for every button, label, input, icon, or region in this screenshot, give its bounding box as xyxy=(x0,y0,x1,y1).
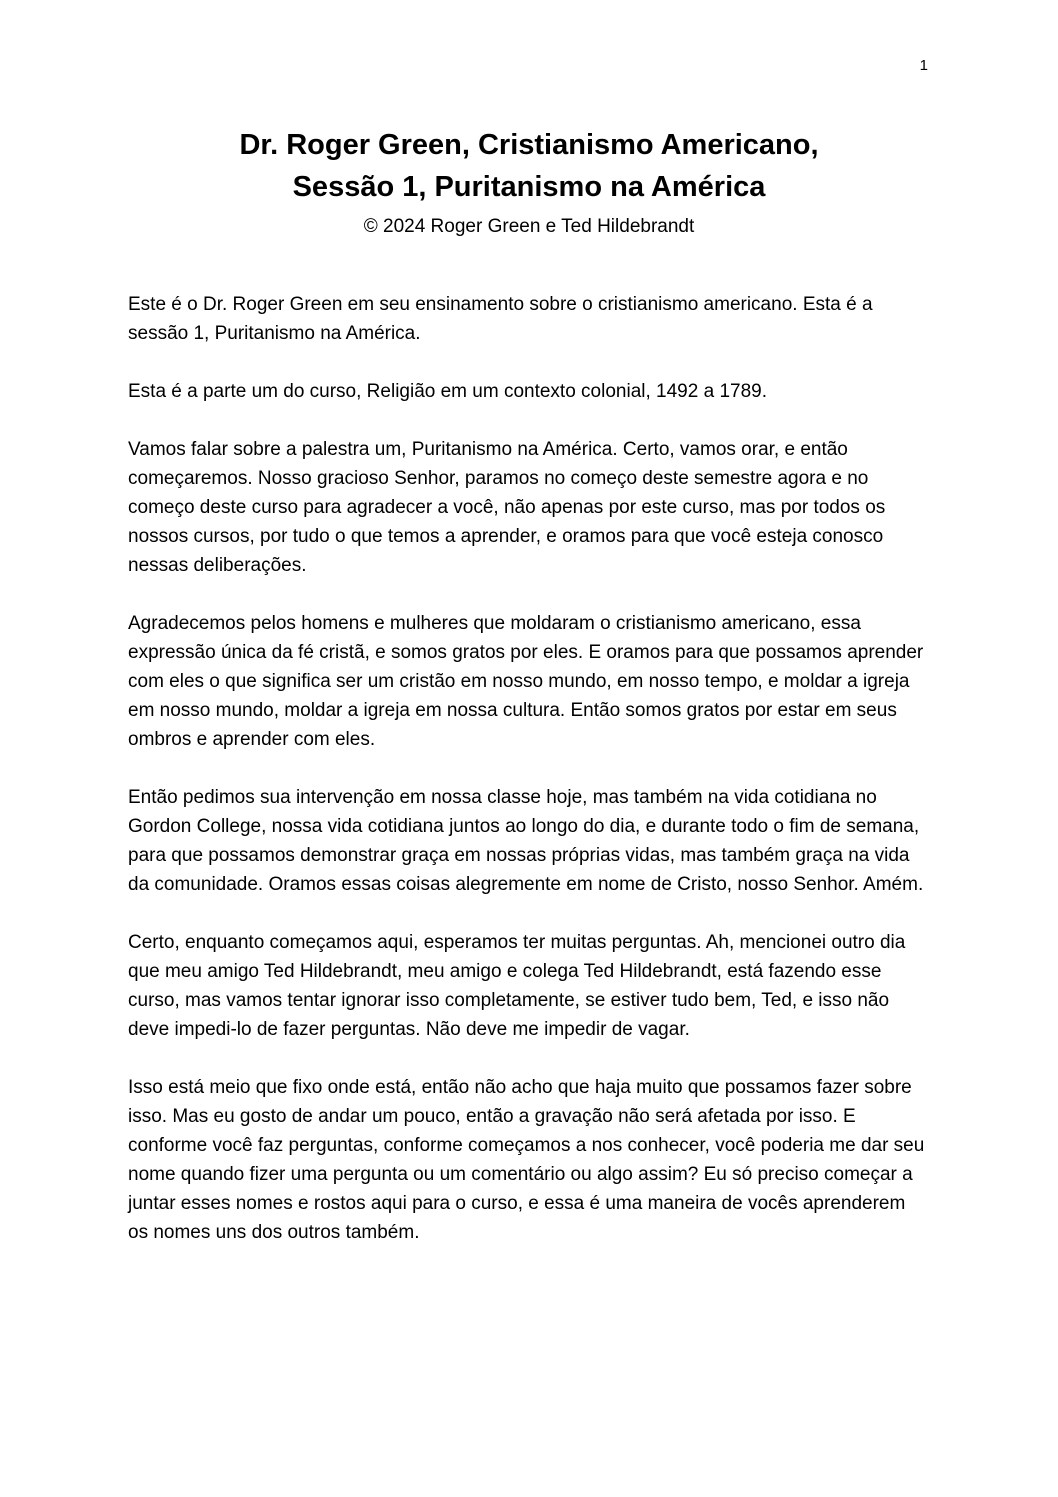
paragraph-thanksgiving: Agradecemos pelos homens e mulheres que moldaram o cristianismo americano, essa expressão única da fé cristã, e somos gratos por eles. E oramos para que possamos aprender com eles o que significa ser um cristão em nosso mundo, em nosso tempo, e moldar a igreja em nosso mundo, moldar a igreja em nossa cultura. Então somos gratos por estar em seus ombros e aprender com eles. xyxy=(128,612,924,750)
title-line-1: Dr. Roger Green, Cristianismo Americano, xyxy=(239,129,819,161)
document-body xyxy=(128,290,930,1247)
paragraph-opening-prayer: Vamos falar sobre a palestra um, Puritanismo na América. Certo, vamos orar, e então começaremos. Nosso gracioso Senhor, paramos no começo deste semestre agora e no começo deste curso para agradecer a você, não apenas por este curso, mas por todos os nossos cursos, por tudo o que temos a aprender, e oramos para que você esteja conosco nessas deliberações. xyxy=(128,438,886,576)
paragraph-intercession: Então pedimos sua intervenção em nossa classe hoje, mas também na vida cotidiana no Gordon College, nossa vida cotidiana juntos ao longo do dia, e durante todo o fim de semana, para que possamos demonstrar graça em nossas próprias vidas, mas também graça na vida da comunidade. Oramos essas coisas alegremente em nome de Cristo, nosso Senhor. Amém. xyxy=(128,786,924,895)
title-line-2: Sessão 1, Puritanismo na América xyxy=(292,171,766,204)
paragraph-course-part: Esta é a parte um do curso, Religião em um contexto colonial, 1492 a 1789. xyxy=(128,380,767,402)
page-number: 1 xyxy=(919,57,928,74)
document-title xyxy=(128,124,930,208)
paragraph-intro: Este é o Dr. Roger Green em seu ensinamento sobre o cristianismo americano. Esta é a sessão 1, Puritanismo na América. xyxy=(128,293,873,344)
paragraph-names-and-faces: Isso está meio que fixo onde está, então não acho que haja muito que possamos fazer sobre isso. Mas eu gosto de andar um pouco, então a gravação não será afetada por isso. E conforme você faz perguntas, conforme começamos a nos conhecer, você poderia me dar seu nome quando fizer uma pergunta ou um comentário ou algo assim? Eu só preciso começar a juntar esses nomes e rostos aqui para o curso, e essa é uma maneira de vocês aprenderem os nomes uns dos outros também. xyxy=(128,1076,925,1243)
paragraph-questions: Certo, enquanto começamos aqui, esperamos ter muitas perguntas. Ah, mencionei outro dia que meu amigo Ted Hildebrandt, meu amigo e colega Ted Hildebrandt, está fazendo esse curso, mas vamos tentar ignorar isso completamente, se estiver tudo bem, Ted, e isso não deve impedi-lo de fazer perguntas. Não deve me impedir de vagar. xyxy=(128,931,906,1040)
copyright-line: © 2024 Roger Green e Ted Hildebrandt xyxy=(363,216,695,238)
